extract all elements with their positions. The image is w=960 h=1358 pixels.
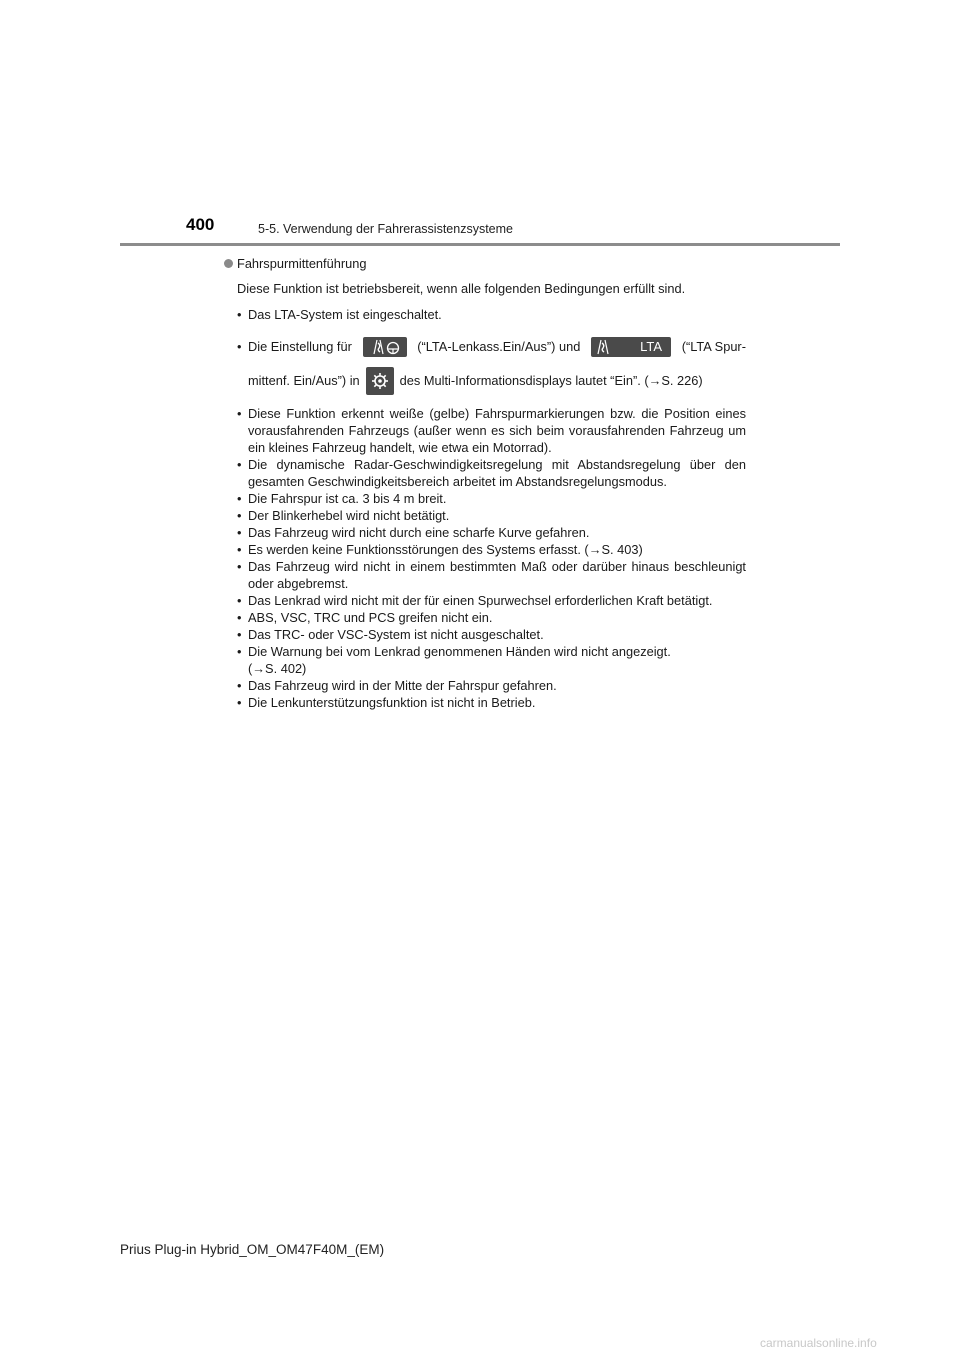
list-item-settings: • Die Einstellung für (“LTA-Lenkass.Ein/Aus”) und LTA (“LTA Spur- mittenf. Ein/Aus”) in des Multi-Informationsdisplays lautet “Ein”. ( →S. 226) bbox=[237, 332, 746, 396]
header-rule bbox=[120, 243, 840, 246]
list-item: • Das LTA-System ist eingeschaltet. bbox=[237, 307, 442, 322]
list-item: • Die Warnung bei vom Lenkrad genommenen Händen wird nicht angezeigt. (→S. 402) bbox=[237, 644, 671, 676]
list-item: • Es werden keine Funktionsstörungen des Systems erfasst. (→S. 403) bbox=[237, 542, 643, 557]
list-item: • Das TRC- oder VSC-System ist nicht ausgeschaltet. bbox=[237, 627, 544, 642]
page-reference: (→S. 402) bbox=[248, 661, 307, 676]
heading-bullet-icon bbox=[224, 259, 233, 268]
list-item: • Die Lenkunterstützungsfunktion ist nicht in Betrieb. bbox=[237, 695, 536, 710]
intro-paragraph: Diese Funktion ist betriebsbereit, wenn alle folgenden Bedingungen erfüllt sind. bbox=[237, 281, 686, 296]
list-item: • Das Fahrzeug wird nicht in einem bestimmten Maß oder darüber hinaus beschleunigt oder abgebremst. bbox=[237, 559, 746, 591]
section-title: 5-5. Verwendung der Fahrerassistenzsysteme bbox=[258, 222, 513, 236]
lta-steering-assist-icon bbox=[363, 337, 407, 357]
heading-text: Fahrspurmittenführung bbox=[237, 256, 367, 271]
main-content bbox=[224, 255, 746, 711]
list-item: • Diese Funktion erkennt weiße (gelbe) Fahrspurmarkierungen bzw. die Position eines vorausfahrenden Fahrzeugs (außer wenn es sich beim vorausfahrenden Fahrzeug um ein kleines Fahrzeug handelt, wie etwa ein Motorrad). bbox=[237, 406, 746, 455]
list-item: • ABS, VSC, TRC und PCS greifen nicht ein. bbox=[237, 610, 493, 625]
lta-lane-centering-icon: LTA bbox=[591, 337, 671, 357]
page-reference: →S. 226) bbox=[648, 373, 703, 388]
list-item: • Die Fahrspur ist ca. 3 bis 4 m breit. bbox=[237, 491, 447, 506]
page-reference: →S. 403) bbox=[588, 542, 643, 557]
footer-document-id: Prius Plug-in Hybrid_OM_OM47F40M_(EM) bbox=[120, 1242, 385, 1257]
list-item: • Das Lenkrad wird nicht mit der für einen Spurwechsel erforderlichen Kraft betätigt. bbox=[237, 593, 713, 608]
settings-gear-icon bbox=[366, 367, 394, 395]
watermark: carmanualsonline.info bbox=[760, 1336, 877, 1350]
list-item: • Das Fahrzeug wird nicht durch eine scharfe Kurve gefahren. bbox=[237, 525, 590, 540]
list-item: • Der Blinkerhebel wird nicht betätigt. bbox=[237, 508, 450, 523]
subsection-heading bbox=[224, 255, 746, 272]
conditions-list bbox=[224, 306, 746, 711]
page-number: 400 bbox=[186, 215, 215, 234]
list-item: • Die dynamische Radar-Geschwindigkeitsregelung mit Abstandsregelung über den gesamten Geschwindigkeitsbereich arbeitet im Abstandsregelungsmodus. bbox=[237, 457, 746, 489]
list-item: • Das Fahrzeug wird in der Mitte der Fahrspur gefahren. bbox=[237, 678, 557, 693]
